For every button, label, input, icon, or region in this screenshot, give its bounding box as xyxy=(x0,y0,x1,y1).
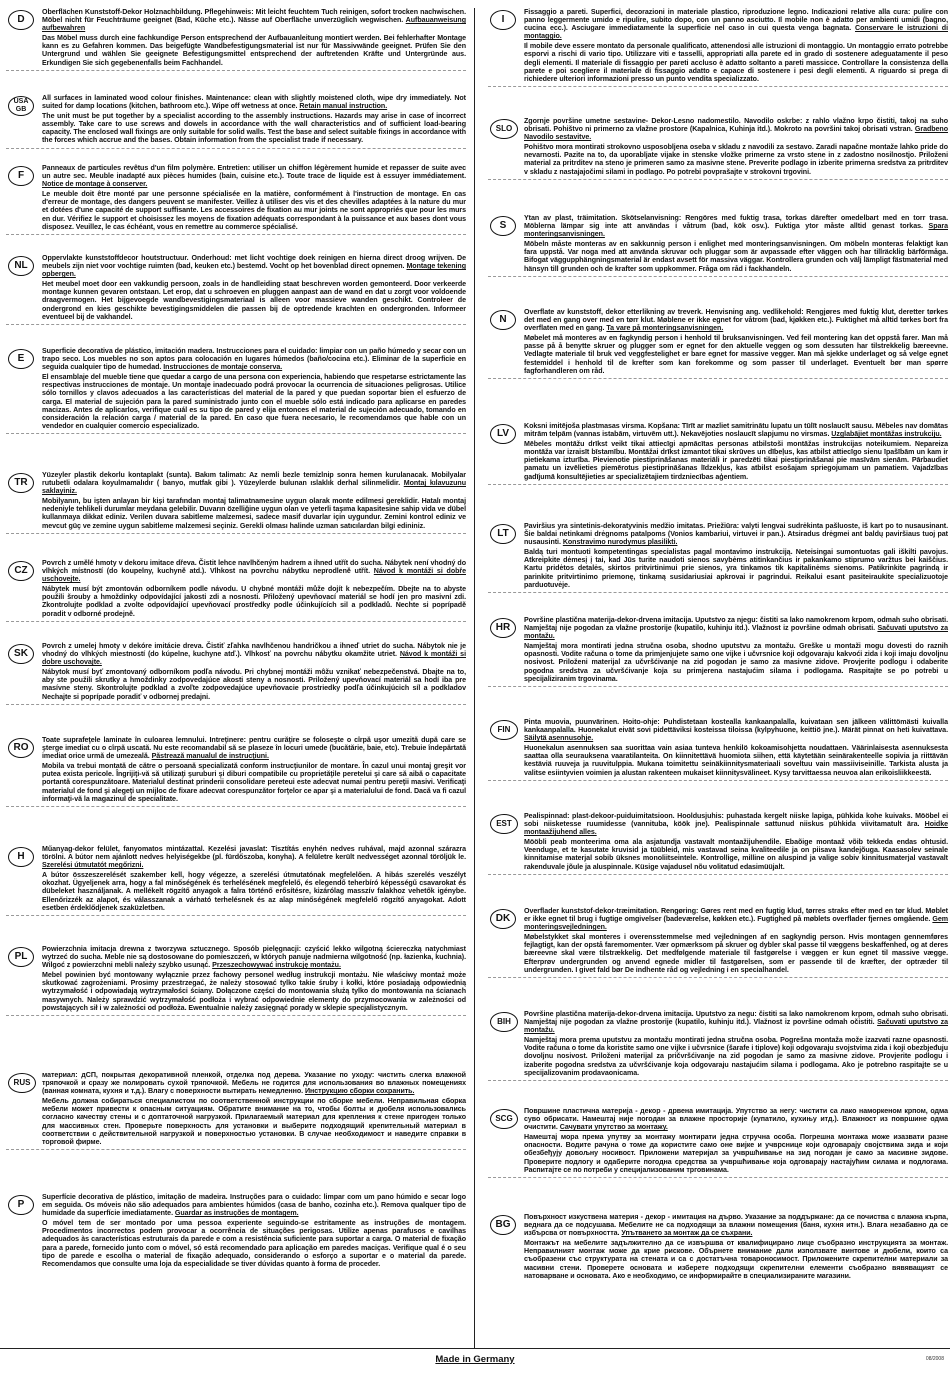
retain-manual-note: Sačuvati uputstvo za montažu. xyxy=(524,624,948,641)
country-code-badge: HR xyxy=(490,618,516,638)
assembly-warning: Mebel powinien być montowany wyłącznie przez fachowy personel według instrukcji montażu. Nie właściwy montaż może skutkować zagrożeniami. Prosimy przestrzegać, że należy stosować tylko takie śruby i kołki, które posiadają odpowiednią wytrzymałość i odpowiadają wytrzymałości ściany. Dołączone części do montowania służą tylko do montowania na ścianach masywnych. Należy sprawdzić wytrzymałość podłoża i wybrać odpowiednie elementy do przymocowania w zależności od powstających sił i w zależności od podłoża. Ewentualnie należy zasięgnąć porady w sklepie specjalistycznym. xyxy=(42,971,466,1012)
care-instructions xyxy=(524,718,948,742)
section-f xyxy=(6,164,466,231)
care-text: Paviršius yra sintetinis-dekoratyvinis medžio imitatas. Priežiūra: valyti lengvai sudrėkinta pašluoste, iš kart po to nusausinant. Šie baldai netinkami drėgnoms patalpoms (Vonios kambariui, virtuvei ir pan.). Atsiradus drėgmei ant baldų paviršiaus tuoj pat nusausinti. xyxy=(524,522,948,547)
retain-manual-note: Spara monteringsanvisningen. xyxy=(524,222,948,239)
care-instructions xyxy=(42,254,466,278)
retain-manual-note: Konstravimo nurodymus plasilikti. xyxy=(562,538,678,547)
retain-manual-note: Notice de montage à conserver. xyxy=(42,180,148,189)
assembly-warning: Намештај мора према упутву за монтажу монтирати једна стручна особа. Погрешна монтажа може изазвати разне опасности. Водите рачуна о томе да користите само оне вијке и учврснице који одговарају својствима зида и који обезбеђују довољну носивост. Приложени материјал за учвршћивање на зид погодан је само за масивне зидове. Проверите подлогу и одаберите погодна средства за учвршћивање која одговарају настајућим силама и подлогама. Распитајте се по потреби у специјализованим трговинама. xyxy=(524,1133,948,1174)
country-code-badge: PL xyxy=(8,947,34,967)
footer-rule xyxy=(0,1348,950,1349)
retain-manual-note: Przeszechowywać instrukcję montażu. xyxy=(212,961,341,970)
assembly-warning: Mobila va trebui montată de către o persoană specializată conform instrucţiunilor de montare. În cazul unui montaj greşit vor putea exista pericole. Îngrijiţi-vă să utilizaţi şuruburi şi diburi compatibile cu proprietăţile peretelui şi care să aibă o capacitate portantă corespunzătoare. Materialul destinat prinderii consolidare pereteui este adecvat numai pentru pereţii masivi. Verificaţi materialul de fond şi alegeţi un mijloc de fixare adecvat corespunzător forţelor ce apar şi a materialului de fond. Dacă va fi cazul informaţi-vă la magazinul de specialitate. xyxy=(42,762,466,803)
assembly-warning: Het meubel moet door een vakkundig persoon, zoals in de handleiding staat beschreven worden gemonteerd. Door verkeerde montage kunnen gevaren ontstaan. Let erop, dat u schroeven en pluggen aanpast aan de wand en dat u zorgt voor voldoende draagvermogen. Het bijgevoegde wandbevestigingsmateriaal is alleen voor massieve wanden geschikt. Controleer de ondergrond en kies geschikte bevestigingsmiddelen die passen bij de optredende krachten en ondergronden. Informeer eventueel bij de vakhandel. xyxy=(42,280,466,321)
section-i xyxy=(488,8,948,83)
care-instructions xyxy=(42,8,466,32)
care-instructions xyxy=(524,422,948,438)
assembly-warning: Møbelet må monteres av en fagkyndig person i henhold til bruksanvisningen. Ved feil montering kan det oppstå farer. Man må passe på å benytte skruer og plugger som er egnet for den aktuelle veggen og som dessuten har tilstrekkelig bæreevne. Vedlagte materiale til bruk ved veggfestelighet er bare egnet for massive vegger. Man må sjekke underlaget og så velge egnet festemiddel i henhold til de krefter som kan forekomme og som passer til underlaget. Eventuelt bør man spørre fagforhandleren om råd. xyxy=(524,334,948,375)
care-text: Panneaux de particules revêtus d'un film polymère. Entretien: utiliser un chiffon légèrement humide et repasser de suite avec un autre sec. Meuble inadapté aux pièces humides (bain, cuisine etc.). Toute trace de liquide est à essuyer immédiatement. xyxy=(42,164,466,181)
section-ro xyxy=(6,736,466,803)
care-instructions xyxy=(524,214,948,238)
retain-manual-note: Säilytä asennusohje. xyxy=(524,734,594,743)
section-sk xyxy=(6,642,466,701)
retain-manual-note: Aufbauanweisung aufbewahren xyxy=(42,16,466,33)
section-scg xyxy=(488,1107,948,1174)
care-instructions xyxy=(42,164,466,188)
assembly-warning: Nábytok musí byť zmontovaný odborníkom podľa návodu. Pri chybnej montáži môžu vznikať nebezpečenstvá. Dbajte na to, aby ste použili skrutky a hmoždinky zodpovedajúce akosti steny a nosnosti. Priložený upevňovací materiál sa hodí iba pre masívne steny. Skontrolujte podklad a zvoľte zodpovedajúce upevňovacie prostriedky podľa účinkujúcich síl a podkladov Nechajte si poprípade poradiť v odbornej predajni. xyxy=(42,668,466,701)
care-text: Műanyag-dekor felület, fanyomatos mintázattal. Kezelési javaslat: Tisztítás enyhén nedves ruhával, majd azonnal szárazra törölni. A bútor nem ajánlott nedves helyiségekbe (pl. fürdőszoba, konyha). A felületre került nedvességet azonnal töröljük le. xyxy=(42,845,466,862)
country-code-badge: NL xyxy=(8,256,34,276)
country-code-badge: FIN xyxy=(490,720,518,740)
country-code-badge: H xyxy=(8,847,34,867)
country-code-badge: CZ xyxy=(8,561,34,581)
care-text: Povrch z umelej hmoty v dekóre imitácie dreva. Čistiť zľahka navlhčenou handričkou a ihneď utriet do sucha. Nábytok nie je vhodný do vlhkých miestností (do kúpelne, kuchyne atď.). Vlhkosť na povrchu nábytku okamžite utriet. xyxy=(42,642,466,659)
section-usa-gb xyxy=(6,94,466,145)
country-code-badge: D xyxy=(8,10,34,30)
country-code-badge: LV xyxy=(490,424,516,444)
care-instructions xyxy=(524,8,948,40)
retain-manual-note: Montaj kılavuzunu saklayiniz. xyxy=(42,479,466,496)
section-bg xyxy=(488,1213,948,1280)
assembly-warning: Il mobile deve essere montato da personale qualificato, attenendosi alle istruzioni di montaggio. Un montaggio errato potrebbe esporvi a rischi di vario tipo. Utilizzare viti e tasselli, appropriati alla parete ed in grado di sostenere adeguatamente il peso degli elementi. Il materiale di fissaggio per pareti accluso è adatto soltanto a pareti massicce. Controllare la consistenza della parete e poi scegliere il materiale di fissaggio adatto e capace di sostenere i pesi degli elementi. A riguardo si prega di richiedere ulteriori informazioni presso un punto vendita specializzato. xyxy=(524,42,948,83)
country-code-badge: N xyxy=(490,310,516,330)
assembly-warning: Pohištvo mora montirati strokovno usposobljena oseba v skladu z navodili za sestavo. Zaradi napačne montaže lahko pride do nevarnosti. Pazite na to, da uporabljate vijake in stenske vložke primerne za vrsto stene in z zadostno nosilnostjo. Priloženi material za pritrditev na steno je primeren samo za masivne stene. Preverite podlago in izberite primerna sredstva za pritrditev v skladu z nastajajočimi silami in podlago. Po potrebi povprašajte v strokovni trgovini. xyxy=(524,143,948,176)
care-instructions xyxy=(524,812,948,836)
care-instructions xyxy=(42,1071,466,1095)
assembly-warning: Монтажът на мебелите задължително да се извършва от квалифицирано лице съобразно инструкцията за монтаж. Неправилният монтаж може да крие рискове. Обърнете внимание дали използвате винтове и дюбели, които са съобразени със структурата на стената и са с достатъчна товароносимост. Приложените скрепителни материали за масивни стени. Проверете основата и изберете подходящи скрепителни елементи съобразно вявяващият се натоварване и основата. Ако е необходимо, се информирайте в специализираните магазини. xyxy=(524,1239,948,1280)
column-divider xyxy=(474,8,475,1348)
country-code-badge: S xyxy=(490,216,516,236)
assembly-warning: Namještaj mora prema uputstvu za montažu montirati jedna stručna osoba. Pogrešna montaža može izazvati razne opasnosti. Vodite računa o tome da koristite samo one vijke i učvrsnice (šarafe i tiplove) koji odgovaraju svojstvima zida i koji obezbjeđuju dovoljnu nosivost. Priloženi materijal za pričvršćivanje na zid pogodan je samo za masivne zidove. Provjerite podlogu i izaberite pogodna sredstva za učvršćivanje koja odgovaraju nastajućim silama i podlogama. Ako je potrebno raspitajte se u specijalizovanim prodavaonicama. xyxy=(524,1036,948,1077)
country-code-badge: I xyxy=(490,10,516,30)
care-instructions xyxy=(524,907,948,931)
section-cz xyxy=(6,559,466,618)
country-code-badge: SCG xyxy=(490,1109,518,1129)
section-slo xyxy=(488,117,948,176)
country-code: GB xyxy=(15,106,27,113)
retain-manual-note: Păstrează manualul de instrucţiuni. xyxy=(151,752,269,761)
care-text: Oppervlakte kunststoffdecor houtstructuur. Onderhoud: met licht vochtige doek reinigen en hierna direct droog wrijven. De meubels zijn niet voor vochtige ruimten (bad, keuken etc.) bestemd. Vocht op het bovenblad direct opnemen. xyxy=(42,254,466,271)
care-text: Overflate av kunststoff, dekor etterlikning av treverk. Henvisning ang. vedlikehold: Rengjøres med fuktig klut, deretter tørkes det med en gang over med en tørr klut. Møblene er ikke egnet for våtrom (bad, kjøkken etc.). Fuktighet må alltid tørkes bort fra overflaten med en gang. xyxy=(524,308,948,333)
care-text: Pinta muovia, puunvärinen. Hoito-ohje: Puhdistetaan kostealla kankaanpalalla, kuivataan sen jälkeen välittömästi kuivalla kankaanpalalla. Huonekalut eivät sovi pidettäviksi kosteissa tiloissa (kylpyhuone, keittiö jne.). Märät pinnat on heti kuivattava. xyxy=(524,718,948,735)
retain-manual-note: Montage tekening opbergen. xyxy=(42,262,466,279)
assembly-warning: El ensamblaje del mueble tiene que quedar a cargo de una persona con experiencia, habiendo que respetarse estrictamente las respectivas instrucciones de montaje. Un montaje inadecuado podrá provocar la ocurrencia de situaciones peligrosas. Utilice sólo tornillos y clavos adecuados a las características del material de la pared y que puedan soportar bien el esfuerzo de carga. El material de sujeción para la pared suministrado junto con el mueble sólo está indicado para aplicarse en paredes macizas. Antes de aplicarlos, verifique cuál es su tipo de pared y elija entonces el material de sujeción adecuado, tomando en consideración la relación carga / material de la pared. En caso que fuera necesario, le recomendamos que hable con un vendedor en cualquier comercio especializado. xyxy=(42,373,466,430)
assembly-warning: Mēbeles montāžu drīkst veikt tikai attiecīgi apmācītas personas atbilstoši montāžas instrukcijas noteikumiem. Nepareiza montāža var izraisīt bīstamību. Montāžai drīkst izmantot tikai skrūves un dībeļus, kas atbilst attiecīgo sienu īpašībām un kam ir pietiekama izturība. Pievienotie piestiprināšanas materiāli ir paredzēti tikai piestiprināšanai pie masīvām sienām. Pārbaudiet pamatu un izvēlieties piemērotus piestiprināšanas līdzekļus, kas atbilst esošajam spriegojumam un pamatiem. Vajadzības gadījumā konsultējieties ar specializētajiem tirdzniecības aģentiem. xyxy=(524,440,948,481)
retain-manual-note: Ta vare på monteringsanvisningen. xyxy=(606,324,724,333)
assembly-warning: Das Möbel muss durch eine fachkundige Person entsprechend der Aufbauanleitung montiert werden. Bei fehlerhafter Montage kann es zu Gefahren kommen. Das beigefügte Wandbefestigungsmaterial ist nur für Massivwände geeignet. Prüfen Sie den Untergrund und wählen Sie geeignete Befestigungsmittel entsprechend der auftretenden Kräfte und Untergründe aus. Erkundigen Sie sich gegebenenfalls beim Fachhandel. xyxy=(42,34,466,67)
country-code-badge: SK xyxy=(8,644,34,664)
care-instructions xyxy=(524,308,948,332)
care-instructions xyxy=(42,1193,466,1217)
retain-manual-note: Návod k montáži si dobře uschovejte. xyxy=(42,567,466,584)
care-instructions xyxy=(524,522,948,546)
assembly-warning: Namještaj mora montirati jedna stručna osoba, shodno uputstvu za montažu. Greške u montaži mogu dovesti do raznih opasnosti. Vodite računa o tome da primjenjujete samo one vijke i učvrsnice koji odgovaraju kakvoći zida i koji imaju dovoljnu nosivost. Priloženi materijal za učvršćivanje na zid pogodan je samo za masivne zidove. Provjerite podlogu i odaberite pogodna sredstva za učvršćivanje koja su primjerena nastajućim silama i podlogama. Raspitajte se po potrebi u specijaliziranim trgovinama. xyxy=(524,642,948,683)
assembly-warning: A bútor összeszerelését szakember kell, hogy végezze, a szerelési útmutatónak megfelelően. A hibás szerelés veszélyt okozhat. Ügyeljenek arra, hogy a fal minőségének és terhelésének megfelelő, és elegendő teherbíró képességű csavarokat és dübeleket használjanak. A mellékelt rögzítő anyagok a falra történő erősítésre, kizárólag masszív falakhoz vehetők igénybe. Ellenőrizzék az alapot, és válasszanak a várható terhelésnek és az alap minőségének megfelelő rögzítő anyagokat. Adott esetben érdeklődjenek szaküzletben. xyxy=(42,871,466,912)
care-text: Overflader kunststof-dekor-træimitation. Rengøring: Gøres rent med en fugtig klud, tørres straks efter med en tør klud. Møblet er ikke egnet til brug i fugtige omgivelser (badeværelse, køkken etc.). Fugtighed på møblets overflader fjernes omgående. xyxy=(524,907,948,924)
section-d xyxy=(6,8,466,67)
country-code-badge: RO xyxy=(8,738,34,758)
country-code-badge: BIH xyxy=(490,1012,518,1032)
care-text: All surfaces in laminated wood colour finishes. Maintenance: clean with slightly moistened cloth, wipe dry immediately. Not suited for damp locations (kitchen, bathroom etc.). Wipe off wetness at once. xyxy=(42,94,466,111)
retain-manual-note: Упътването за монтаж да се съхрани. xyxy=(621,1229,753,1238)
retain-manual-note: Hoidke montaažijuhend alles. xyxy=(524,820,948,837)
retain-manual-note: Инструкцию сборки сохранить. xyxy=(304,1087,415,1096)
section-nl xyxy=(6,254,466,321)
assembly-warning: Möbeln måste monteras av en sakkunnig person i enlighet med monteringsanvisningen. Om möbeln monteras felaktigt kan fara uppstå. Var noga med att använda skruvar och pluggar som är avpassade efter väggen och har tillräcklig bärförmåga. Bifogat väggupphängningsmaterial är endast avsett för massiva väggar. Kontrollera grunden och välj lämpligt fästmaterial med hänsyn till grunden och de krafter som uppkommer. Fråga om råd i fackhandeln. xyxy=(524,240,948,273)
section-lv xyxy=(488,422,948,481)
care-text: Pealispinnad: plast-dekoor-puiduimitatsioon. Hooldusjuhis: puhastada kergelt niiske lapiga, pühkida kohe kuivaks. Mööbel ei sobi niisketesse ruumidesse (vannituba, köök jne). Pealispinnale sattunud niiskus pühkida viivitamatult ära. xyxy=(524,812,948,829)
retain-manual-note: Сачувати упутство за монтажу. xyxy=(559,1123,668,1132)
assembly-warning: Huonekalun asennuksen saa suorittaa vain asiaa tunteva henkilö kokoamisohjetta noudattaen. Väärinlaisesta asennuksesta saattaa olla seurauksena vaaratilanteita. On kiinnitettävä huomiota siihen, että käytetään seinärakenteelle sopivia ja riittävän kestäviä ruuveja ja ruuvitulppia. Mukana toimitettu seinäkiinnitysmateriaali soveltuu vain massiiviseinille. Tarkista alusta ja valitse esiintyvien voimien ja alustan rakenteen mukaiset kiinnitysvälineet. Kysy tarvittaessa neuvoa alan erikoisliikkeestä. xyxy=(524,744,948,777)
country-code-badge: E xyxy=(8,349,34,369)
section-dk xyxy=(488,907,948,974)
section-lt xyxy=(488,522,948,589)
retain-manual-note: Sačuvati uputstvo za montažu. xyxy=(524,1018,949,1035)
country-code-badge: SLO xyxy=(490,119,518,139)
care-instructions xyxy=(524,616,948,640)
section-est xyxy=(488,812,948,871)
care-text: Zgornje površine umetne sestavine- Dekor-Lesno nadomestilo. Navodilo oskrbe: z rahlo vlažno krpo čistiti, takoj na suho obrisati. Pohištvo ni primerno za vlažne prostore (Kapalnica, Kuhinja itd.). Mokroto na površini takoj obrisati vstran. xyxy=(524,117,948,134)
retain-manual-note: Návod k montáži si dobre uschovajte. xyxy=(42,650,466,667)
assembly-warning: Nábytek musí být zmontován odborníkem podle návodu. U chybné montáži může dojít k nebezpečím. Dbejte na to abyste použili šrouby a hmoždinky odpovídající jakosti zdi a nosnosti. Přiložený upevňovací materiál se hodí jen pro masivní zdi. Zkontrolujte podklad a zvolte odpovídající upevňovací prostředky podle účinkujících sil a podkladů. Nechte si poprípadě poradit v odborné prodejně. xyxy=(42,585,466,618)
retain-manual-note: Instrucciones de montaje conserva. xyxy=(163,363,283,372)
print-date: 08/2008 xyxy=(925,1356,944,1362)
retain-manual-note: Conservare le istruzioni di montaggio. xyxy=(524,24,948,41)
assembly-warning: Møbelstykket skal monteres i overensstemmelse med vejledningen af en sagkyndig person. Hvis montagen gennemføres fejlagtigt, kan der opstå faremomenter. Vær opmærksom på skruer og dybler skal passe til væggens beskaffenhed, og at deres bæreevne skal være tilstrækkelig. Det medfølgende materiale til fastgørelse i væggen er kun egnet til massive vægge. Efterprøv undergrunden og anvend egnede midler til fastgørelsen, som er passende til de kræfter, der optræder til undergrunden. I givet fald bør De indhente råd og vejledning i en specialhandel. xyxy=(524,933,948,974)
country-code-badge: BG xyxy=(490,1215,516,1235)
care-text: Površine plastična materija-dekor-drvena imitacija. Uputstvo za njegu: čistiti sa lako namokrenom krpom, odmah suho obrisati. Namještaj nije pogodan za vlažne prostorije (kupatilo, kuhinju itd.). Vlažnost iz površine odmah obrisati. xyxy=(524,616,948,633)
assembly-warning: Le meuble doit être monté par une personne spécialisée en la matière, conformément à l'instruction de montage. En cas d'erreur de montage, des dangers peuvent se manifester. Veillez à utiliser des vis et des chevilles adaptées à la nature du mur et dotées d'une capacité de support suffisante. Les accessoires de fixation au mur joints ne sont appropriés que pour les murs en dur. Vérifiez le support et choisissez les moyens de fixation adéquats correspondant à la puissance et aux bases dont vous disposez. Veuillez, le cas échéant, vous en remettre au commerce spécialisé. xyxy=(42,190,466,231)
section-pl xyxy=(6,945,466,1012)
country-code-badge: DK xyxy=(490,909,516,929)
country-code-badge: F xyxy=(8,166,34,186)
care-instructions xyxy=(42,845,466,869)
country-code-badge: LT xyxy=(490,524,516,544)
care-instructions xyxy=(524,1107,948,1131)
care-text: Oberflächen Kunststoff-Dekor Holznachbildung. Pflegehinweis: Mit leicht feuchtem Tuch reinigen, sofort trocken nachwischen. Möbel nicht für Feuchträume geeignet (Bad, Küche etc.). Nässe auf Oberfläche unverzüglich wegwischen. xyxy=(42,8,466,25)
care-text: Toate suprafeţele laminate în culoarea lemnului. Intreţinere: pentru curăţire se foloseşte o cîrpă uşor umezită după care se şterge imediat cu o cîrpă uscată. Nu este recomandabil să se plaseze în locuri umede (bucătărie, baie, etc). Trebuie îndepărtată imediat orice urmă de umezeală. xyxy=(42,736,466,761)
country-code-badge: TR xyxy=(8,473,34,493)
care-text: материал: дСП, покрытая декоративной пленкой, отделка под дерева. Указание по уходу: чистить слегка влажной тряпочкой и сразу же полировать сухой тряпочкой. Мебель не годится для использования во влажных помещениях (ванная комната, кухня и т.д.). Влагу с поверхности вытирать немедленно. xyxy=(42,1071,466,1096)
care-instructions xyxy=(42,736,466,760)
assembly-warning: The unit must be put together by a specialist according to the assembly instructions. Hazards may arise in case of incorrect assembly. Take care to use screws and dowels in accordance with the wall characteristics and of sufficient load-bearing capacity. The enclosed wall fixings are only suitable for solid walls. Test the base and select suitable fixings in accordance with the forces which accrue and the bases. Obtain information from the specialist trade if necessary. xyxy=(42,112,466,145)
made-in-label: Made in Germany xyxy=(435,1354,515,1365)
care-text: Ytan av plast, träimitation. Skötselanvisning: Rengöres med fuktig trasa, torkas därefter omedelbart med en torr trasa. Möblerna lämpar sig inte att användas i våtrum (bad, kök osv.). Fuktiga ytor måste alltid genast torkas. xyxy=(524,214,948,231)
care-text: Površine plastična materija-dekor-drvena imitacija. Uputstvo za negu: čistiti sa lako namokrenom krpom, odmah suho obrisati. Namještaj nije pogodan za vlažne prostorije (kupatilo, kuhinju itd.). Vlažnost iz površine odmah očistiti. xyxy=(524,1010,948,1027)
retain-manual-note: Gem monteringsvejledningen. xyxy=(524,915,948,932)
care-text: Повърхност изкуствена материя - декор - имитация на дърво. Указание за поддържане: да се почиства с влажна кърпа, веднага да се подсушава. Мебелите не са подходящи за влажни помещения (баня, кухня итн.). Влага незабавно да се избърсва от повърхността. xyxy=(524,1213,948,1238)
care-text: Powierzchnia imitacja drewna z tworzywa sztucznego. Sposób pielęgnacji: czyścić lekko wilgotną ściereczką natychmiast wytrzeć do sucha. Meble nie są dostosowane do pomieszczeń, w których panuje nadmierna wilgotność (np. łazienka, kuchnia). Wilgoć z powierzchni mebli należy szybko usunąć. xyxy=(42,945,466,970)
country-code-badge: RUS xyxy=(8,1073,36,1093)
care-instructions xyxy=(42,94,466,110)
care-instructions xyxy=(524,1010,948,1034)
section-s xyxy=(488,214,948,273)
care-text: Povrch z umělé hmoty v dekoru imitace dřeva. Čistit lehce navlhčeným hadrem a ihned utřít do sucha. Nábytek není vhodný do vlhkých místností (do koupelny, kuchyně atd.). Vlhkost na povrchu nábytku neprodleně utřít. xyxy=(42,559,466,576)
care-instructions xyxy=(42,471,466,495)
section-fin xyxy=(488,718,948,777)
assembly-warning: Мебель должна собираться специалистом по соответственной инструкции по сборке мебели. Неправильная сборка мебели может привести к опасным ситуациям. Обратите внимание на то, чтобы болты и дюбеля использовались согласно качеству стены и с доптаточной нагрузкой. Прилагаемый материал для крепления к стене пригоден только для массивных стен. Проверьте поверхность для установки и выберите подходящий крепительный материал в соответствии с действительной нагрузкой и поверхностью установки. В случае необходимост и наведите справки в торговой фирме. xyxy=(42,1097,466,1146)
care-instructions xyxy=(42,642,466,666)
section-p xyxy=(6,1193,466,1268)
care-instructions xyxy=(42,945,466,969)
care-instructions xyxy=(524,117,948,141)
section-h xyxy=(6,845,466,912)
retain-manual-note: Retain manual instruction. xyxy=(299,102,388,111)
care-instructions xyxy=(42,347,466,371)
care-instructions xyxy=(524,1213,948,1237)
section-n xyxy=(488,308,948,375)
section-tr xyxy=(6,471,466,530)
section-rus xyxy=(6,1071,466,1146)
care-text: Superfície decorativa de plástico, imitação de madeira. Instruções para o cuidado: limpar com um pano húmido e secar logo em seguida. Os móveis não são adequados para ambientes húmidos (casa de banho, cozinha etc.). Remova qualquer tipo de humidade da superfície imediatamente. xyxy=(42,1193,466,1218)
assembly-warning: Mööbli peab monteerima oma ala asjatundja vastavalt montaažijuhendile. Ebaõige montaaž võib tekkeda endas ohtusid. Veenduge, et te kasutate kruvisid ja tüübleid, mis vastavad seina kvaliteedile ja on piisava kandejõuga. Kaasasolev seinale kinnitamise materjal sobib üksnes monoliitseintele. Kontrollige, milline on aluspind ja valige sobiv kinnitusmaterjal vastavalt rakenduvale jõule ja aluspinnale. Küsige vajadusel nõu volitatud edasimüüjalt. xyxy=(524,838,948,871)
assembly-warning: O móvel tem de ser montado por uma pessoa experiente seguindo-se estritamente as instruções de montagem. Procedimentos incorrectos podem provocar a ocorrência de situações perigosas. Utilize apenas parafusos e cavilhas adequados às características estruturais da parede e com a resistência suficiente para suportar a carga. O material de fixação para a parede, fornecido junto com o móvel, só está recomendado para aplicação em paredes maciças. Verifique qual é o seu tipo de parede e escolha o material de fixação adequado, considerando o esforço a suportar e o material da parede. Recomendamos que consulte uma loja da especialidade se tiver dúvidas quanto à forma de proceder. xyxy=(42,1219,466,1268)
country-code-badge: EST xyxy=(490,814,518,834)
care-text: Yüzeyler plastik dekorlu kontaplakt (sunta). Bakım talimatı: Az nemli bezle temizlnip sonra hemen kurulanacak. Mobilyalar rutubetli odalara koyulmamalıdır ( banyo, mutfak gibi ). Yüzeylerde bulunan ıslaklık derhal silinmelidir. xyxy=(42,471,466,488)
care-instructions xyxy=(42,559,466,583)
care-text: Површине пластична материја - декор - дрвена имитација. Упутство за негу: чистити са лако наморкеном крпом, одма суво обрисати. Намештај није погодан за влажне просторије (купатило, кухињу итд.). Влажност из површине одма очистити. xyxy=(524,1107,948,1132)
care-text: Superficie decorativa de plástico, imitación madera. Instrucciones para el cuidado: limpiar con un paño húmedo y secar con un trapo seco. Los muebles no son aptos para colocación en lugares húmedos (baño/cocina etc.). Eliminar de la superficie en seguida cualquier tipo de humedad. xyxy=(42,347,466,372)
retain-manual-note: Szerelési útmutatót megőrizni. xyxy=(42,861,144,870)
assembly-warning: Mobilyanın, bu işten anlayan bir kişi tarafından montaj talimatnamesine uygun olarak monte edilmesi gereklidir. Hatalı montaj nedeniyle tehlikeli durumlar meydana gelebilir. Duvarın özelliğine uygun olan ve yeterli taşıma kapasitesine sahip vida ve dübel kullanmaya dikkat ediniz. Verilen duvara sabitleme malzemesi, sadece masif duvarlar için uygundur. Zemini kontrol ediniz ve mevcut güç ve zemine uygun sabitleme malzemesi seçiniz. Gerekli olması halinde uzman satıcılardan bilgi edininiz. xyxy=(42,497,466,530)
retain-manual-note: Gradbeno Navodilo sestavitve. xyxy=(524,125,948,142)
country-code: USA xyxy=(13,98,29,105)
section-e xyxy=(6,347,466,430)
care-text: Koksni imitējoša plastmasas virsma. Kopšana: Tīrīt ar mazliet samitrinātu lupatu un tūlīt noslaucīt sausu. Mēbeles nav domātas mitrām telpām (vannas istabām, virtuvēm utt.). Nekavējoties noslaucīt slapjumu no virsmas. xyxy=(524,422,948,439)
care-text: Fissaggio a pareti. Superfici, decorazioni in materiale plastico, riproduzione legno. Indicazioni relative alla cura: pulire con panno leggermente umido e ripulire, subito dopo, con un panno asciutto. Il mobile non è adatto per ambienti umidi (bagno, cucina ecc.). Asciugare immediatamente la superficie nel caso in cui questa venga bagnata. xyxy=(524,8,948,33)
assembly-warning: Baldą turi montuoti kompetentingas specialistas pagal montavimo instrukciją. Neteisingai sumontuotas gali iškilti pavojus. Atkreipkite dėmesį į tai, kad Jūs turite naudoti sienos savybėms atitinkančius ir pakankamo stiprumo varžtus bei kaiščius. Kartu pridėtos detalės, skirtos pritvirtinimui prie sienos, yra tinkamos tik kapitalinėms sienoms. Patikrinkite pagrindą ir parinkite pritvirtinimo priemonę, tinkamą susidariusiai apkrovai ir pagrindui. Reikalui esant pasiteiraukite specializuotoje parduotuvėje. xyxy=(524,548,948,589)
retain-manual-note: Uzglabājiet montāžas instrukciju. xyxy=(831,430,942,439)
section-hr xyxy=(488,616,948,683)
retain-manual-note: Guardar as instruções de montagem. xyxy=(174,1209,299,1218)
section-bih xyxy=(488,1010,948,1077)
country-code-badge: P xyxy=(8,1195,34,1215)
country-code-badge xyxy=(8,96,34,116)
